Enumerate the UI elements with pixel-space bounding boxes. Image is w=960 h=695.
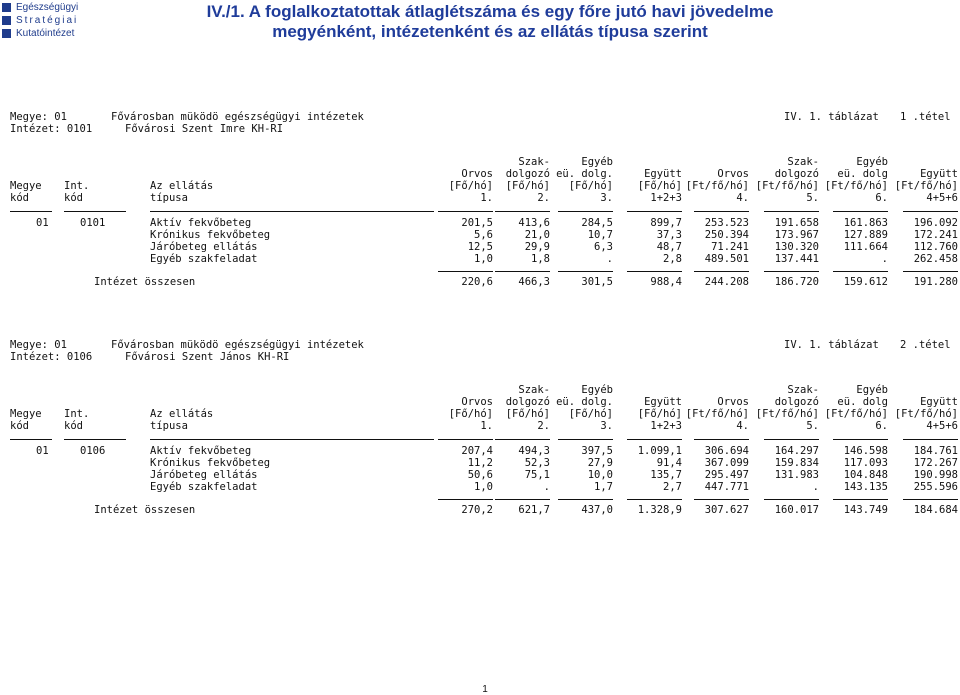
column-header: Orvos	[717, 168, 749, 180]
table-reference: IV. 1. táblázat	[784, 111, 879, 123]
total-cell: 220,6	[461, 276, 493, 288]
column-header-tipusa: típusa	[150, 192, 188, 204]
header-rule	[694, 439, 749, 440]
column-header: [Fő/hó]	[568, 408, 613, 420]
table-cell: 48,7	[656, 241, 682, 253]
total-label: Intézet összesen	[94, 276, 196, 288]
header-rule	[903, 439, 958, 440]
header-rule	[438, 439, 493, 440]
column-header: Szak-	[787, 384, 819, 396]
column-header: [Ft/fő/hó]	[894, 180, 958, 192]
column-header: [Fő/hó]	[637, 408, 682, 420]
table-cell: 135,7	[650, 469, 682, 481]
page-title	[180, 2, 800, 42]
table-cell: 2,8	[663, 253, 682, 265]
column-header: [Fő/hó]	[637, 180, 682, 192]
column-header: Orvos	[461, 168, 493, 180]
table-cell: 146.598	[843, 445, 888, 457]
column-header: Együtt	[920, 168, 958, 180]
column-header-megye: Megye	[10, 180, 42, 192]
table-cell: 172.241	[913, 229, 958, 241]
table-cell: 111.664	[843, 241, 888, 253]
table-cell: 284,5	[581, 217, 613, 229]
column-header: eü. dolg	[837, 396, 888, 408]
column-header: dolgozó	[774, 168, 819, 180]
total-cell: 988,4	[650, 276, 682, 288]
header-rule	[558, 439, 613, 440]
total-cell: 244.208	[704, 276, 749, 288]
table-cell: 91,4	[656, 457, 682, 469]
title-line-2: megyénként, intézetenként és az ellátás típusa szerint	[272, 22, 708, 41]
table-cell: 10,0	[587, 469, 613, 481]
table-cell: 21,0	[524, 229, 550, 241]
table-cell: 2,7	[663, 481, 682, 493]
column-header: eü. dolg	[837, 168, 888, 180]
megye-label: Megye: 01	[10, 111, 67, 123]
total-rule	[694, 271, 749, 272]
table-cell: 6,3	[594, 241, 613, 253]
header-rule	[627, 211, 682, 212]
column-header: 6.	[875, 192, 888, 204]
total-rule	[764, 499, 819, 500]
column-header: [Fő/hó]	[448, 408, 493, 420]
total-rule	[903, 271, 958, 272]
column-header: 2.	[537, 192, 550, 204]
table-cell: 250.394	[704, 229, 749, 241]
table-cell: 1.099,1	[637, 445, 682, 457]
total-cell: 621,7	[518, 504, 550, 516]
table-cell: 494,3	[518, 445, 550, 457]
total-cell: 270,2	[461, 504, 493, 516]
column-header: Orvos	[717, 396, 749, 408]
column-header: 1+2+3	[650, 192, 682, 204]
column-header: [Ft/fő/hó]	[685, 180, 749, 192]
table-cell: 201,5	[461, 217, 493, 229]
total-cell: 160.017	[774, 504, 819, 516]
total-rule	[627, 271, 682, 272]
table-cell: 29,9	[524, 241, 550, 253]
table-cell: 52,3	[524, 457, 550, 469]
table-cell: 184.761	[913, 445, 958, 457]
table-cell: .	[543, 481, 550, 493]
care-type-label: Krónikus fekvőbeteg	[150, 457, 271, 469]
care-type-label: Krónikus fekvőbeteg	[150, 229, 271, 241]
header-rule	[627, 439, 682, 440]
column-header-int-kod: kód	[64, 192, 83, 204]
column-header: Szak-	[787, 156, 819, 168]
column-header: Orvos	[461, 396, 493, 408]
header-rule	[495, 439, 550, 440]
table-cell: 295.497	[704, 469, 749, 481]
logo-mark	[2, 29, 11, 38]
column-header-megye-kod: kód	[10, 192, 29, 204]
table-cell: 50,6	[467, 469, 493, 481]
column-header: [Ft/fő/hó]	[824, 408, 888, 420]
megye-label: Megye: 01	[10, 339, 67, 351]
column-header-ellatas: Az ellátás	[150, 408, 214, 420]
table-cell: 27,9	[587, 457, 613, 469]
table-cell: 10,7	[587, 229, 613, 241]
column-header: Egyéb	[581, 384, 613, 396]
intezet-name: Fővárosi Szent János KH-RI	[125, 351, 290, 363]
column-header: 4+5+6	[926, 420, 958, 432]
header-rule	[764, 211, 819, 212]
table-cell: 11,2	[467, 457, 493, 469]
column-header: Együtt	[644, 396, 682, 408]
column-header: 3.	[600, 192, 613, 204]
megye-code: 01	[36, 445, 49, 457]
table-cell: .	[881, 253, 888, 265]
column-header: 4.	[736, 420, 749, 432]
column-header: 5.	[806, 192, 819, 204]
column-header: Szak-	[518, 384, 550, 396]
table-cell: 253.523	[704, 217, 749, 229]
table-cell: 413,6	[518, 217, 550, 229]
table-cell: 1,0	[474, 481, 493, 493]
total-rule	[495, 499, 550, 500]
column-header: [Fő/hó]	[505, 408, 550, 420]
tetel-number: 2 .tétel	[900, 339, 951, 351]
table-cell: 255.596	[913, 481, 958, 493]
total-cell: 159.612	[843, 276, 888, 288]
header-rule	[150, 211, 434, 212]
column-header-int: Int.	[64, 408, 90, 420]
total-cell: 143.749	[843, 504, 888, 516]
table-cell: 196.092	[913, 217, 958, 229]
intezet-code: 0101	[80, 217, 106, 229]
column-header: Együtt	[644, 168, 682, 180]
column-header: eü. dolg.	[556, 396, 613, 408]
table-cell: 75,1	[524, 469, 550, 481]
care-type-label: Egyéb szakfeladat	[150, 481, 258, 493]
column-header: 5.	[806, 420, 819, 432]
intezet-label: Intézet: 0106	[10, 351, 93, 363]
table-cell: 164.297	[774, 445, 819, 457]
column-header: dolgozó	[505, 396, 550, 408]
table-cell: 159.834	[774, 457, 819, 469]
table-cell: 12,5	[467, 241, 493, 253]
logo-mark	[2, 16, 11, 25]
header-rule	[64, 439, 126, 440]
header-rule	[833, 439, 888, 440]
tetel-number: 1 .tétel	[900, 111, 951, 123]
table-cell: 71.241	[711, 241, 749, 253]
total-rule	[833, 271, 888, 272]
table-cell: 173.967	[774, 229, 819, 241]
header-rule	[903, 211, 958, 212]
table-cell: 1,7	[594, 481, 613, 493]
logo-line-1: Egészségügyi	[16, 2, 79, 13]
table-cell: 899,7	[650, 217, 682, 229]
column-header: Egyéb	[581, 156, 613, 168]
table-cell: 1,0	[474, 253, 493, 265]
column-header: 6.	[875, 420, 888, 432]
column-header: Egyéb	[856, 156, 888, 168]
table-cell: 397,5	[581, 445, 613, 457]
table-cell: 143.135	[843, 481, 888, 493]
page-number: 1	[482, 684, 488, 695]
table-cell: 117.093	[843, 457, 888, 469]
care-type-label: Aktív fekvőbeteg	[150, 217, 252, 229]
total-cell: 191.280	[913, 276, 958, 288]
table-cell: 130.320	[774, 241, 819, 253]
total-rule	[495, 271, 550, 272]
table-cell: .	[606, 253, 613, 265]
header-rule	[150, 439, 434, 440]
table-cell: .	[812, 481, 819, 493]
column-header: Egyéb	[856, 384, 888, 396]
total-cell: 186.720	[774, 276, 819, 288]
table-cell: 131.983	[774, 469, 819, 481]
intezet-label: Intézet: 0101	[10, 123, 93, 135]
table-cell: 447.771	[704, 481, 749, 493]
column-header: 2.	[537, 420, 550, 432]
column-header: eü. dolg.	[556, 168, 613, 180]
table-cell: 191.658	[774, 217, 819, 229]
table-cell: 1,8	[531, 253, 550, 265]
logo-mark	[2, 3, 11, 12]
table-cell: 137.441	[774, 253, 819, 265]
column-header: [Ft/fő/hó]	[824, 180, 888, 192]
column-header: [Ft/fő/hó]	[755, 180, 819, 192]
total-cell: 1.328,9	[637, 504, 682, 516]
header-rule	[438, 211, 493, 212]
header-rule	[694, 211, 749, 212]
column-header: Szak-	[518, 156, 550, 168]
header-rule	[833, 211, 888, 212]
table-cell: 262.458	[913, 253, 958, 265]
total-rule	[438, 271, 493, 272]
column-header: [Fő/hó]	[568, 180, 613, 192]
column-header: [Ft/fő/hó]	[685, 408, 749, 420]
table-cell: 207,4	[461, 445, 493, 457]
header-rule	[10, 211, 52, 212]
header-rule	[764, 439, 819, 440]
total-label: Intézet összesen	[94, 504, 196, 516]
header-rule	[558, 211, 613, 212]
column-header-tipusa: típusa	[150, 420, 188, 432]
column-header: 4+5+6	[926, 192, 958, 204]
care-type-label: Egyéb szakfeladat	[150, 253, 258, 265]
total-cell: 437,0	[581, 504, 613, 516]
table-cell: 367.099	[704, 457, 749, 469]
intezet-name: Fővárosi Szent Imre KH-RI	[125, 123, 284, 135]
megye-code: 01	[36, 217, 49, 229]
column-header: dolgozó	[774, 396, 819, 408]
megye-name: Fővárosban müködö egészségügyi intézetek	[111, 111, 364, 123]
column-header: [Ft/fő/hó]	[755, 408, 819, 420]
institute-logo	[2, 2, 94, 46]
header-rule	[64, 211, 126, 212]
logo-line-3: Kutatóintézet	[16, 28, 75, 39]
header-rule	[10, 439, 52, 440]
care-type-label: Aktív fekvőbeteg	[150, 445, 252, 457]
total-rule	[833, 499, 888, 500]
column-header-megye: Megye	[10, 408, 42, 420]
table-cell: 112.760	[913, 241, 958, 253]
table-cell: 5,6	[474, 229, 493, 241]
care-type-label: Járóbeteg ellátás	[150, 241, 258, 253]
title-line-1: IV./1. A foglalkoztatottak átlaglétszáma és egy főre jutó havi jövedelme	[206, 2, 774, 21]
table-cell: 127.889	[843, 229, 888, 241]
total-rule	[903, 499, 958, 500]
column-header: 1.	[480, 420, 493, 432]
table-cell: 37,3	[656, 229, 682, 241]
table-cell: 489.501	[704, 253, 749, 265]
column-header: 3.	[600, 420, 613, 432]
column-header: [Ft/fő/hó]	[894, 408, 958, 420]
header-rule	[495, 211, 550, 212]
total-rule	[694, 499, 749, 500]
table-reference: IV. 1. táblázat	[784, 339, 879, 351]
column-header: 4.	[736, 192, 749, 204]
column-header-megye-kod: kód	[10, 420, 29, 432]
column-header: [Fő/hó]	[505, 180, 550, 192]
column-header: 1.	[480, 192, 493, 204]
megye-name: Fővárosban müködö egészségügyi intézetek	[111, 339, 364, 351]
logo-line-2: Stratégiai	[16, 15, 79, 26]
column-header-int: Int.	[64, 180, 90, 192]
table-cell: 172.267	[913, 457, 958, 469]
table-cell: 161.863	[843, 217, 888, 229]
table-cell: 190.998	[913, 469, 958, 481]
total-rule	[438, 499, 493, 500]
total-rule	[558, 499, 613, 500]
column-header: Együtt	[920, 396, 958, 408]
total-rule	[558, 271, 613, 272]
column-header: 1+2+3	[650, 420, 682, 432]
care-type-label: Járóbeteg ellátás	[150, 469, 258, 481]
column-header-ellatas: Az ellátás	[150, 180, 214, 192]
column-header-int-kod: kód	[64, 420, 83, 432]
total-rule	[764, 271, 819, 272]
total-rule	[627, 499, 682, 500]
table-cell: 104.848	[843, 469, 888, 481]
total-cell: 307.627	[704, 504, 749, 516]
total-cell: 301,5	[581, 276, 613, 288]
column-header: dolgozó	[505, 168, 550, 180]
intezet-code: 0106	[80, 445, 106, 457]
column-header: [Fő/hó]	[448, 180, 493, 192]
total-cell: 184.684	[913, 504, 958, 516]
table-cell: 306.694	[704, 445, 749, 457]
total-cell: 466,3	[518, 276, 550, 288]
